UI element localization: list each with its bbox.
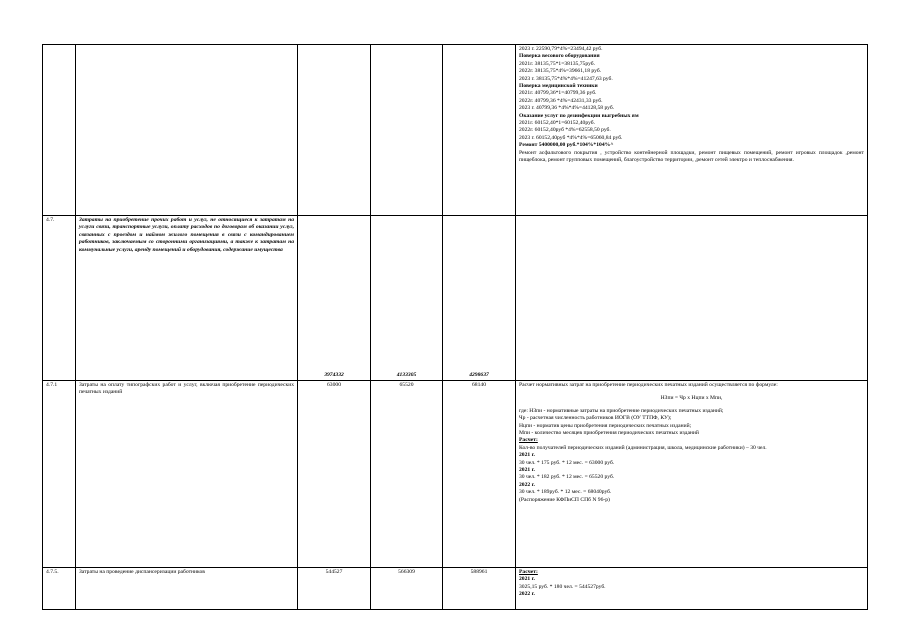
calculation-line: 2023 г. 38135,75*4%*4%=41247,63 руб. — [519, 75, 613, 82]
value-cell — [443, 45, 516, 216]
calculation-line: Ремонт 5400000,00 руб.*104%*104%^ — [519, 142, 614, 149]
budget-table — [42, 44, 868, 610]
calculation-line: 3025,15 руб. * 180 чел. = 544527руб. — [519, 583, 606, 590]
num-cell: 4.7.1 — [43, 381, 76, 568]
table-row — [43, 568, 868, 610]
calculation-line: Мпи - количество месяцев приобретения периодических печатных изданий — [519, 430, 699, 437]
calculation-line: 30 чел. * 189руб. * 12 мес. = 68040руб. — [519, 489, 612, 496]
value-cell — [298, 45, 371, 216]
calculation-line: Расчет: — [519, 437, 538, 444]
calculation-line: 2022г. 60152,40руб *4%=62558,50 руб. — [519, 127, 611, 134]
value-cell: 68140 — [443, 381, 516, 568]
name-cell — [76, 45, 298, 216]
calculation-line: 2023 г. 22590,79*4%=23494,42 руб. — [519, 46, 603, 52]
calculation-line: 2021 г. — [519, 467, 535, 474]
formula-intro: Расчет нормативных затрат на приобретение периодических печатных изданий осуществляется по формуле: — [519, 382, 778, 388]
calculation-line: 2022 г. — [519, 481, 535, 488]
calculation-line: 2021 г. — [519, 576, 535, 583]
num-cell: 4.7.5. — [43, 568, 76, 610]
calculation-line: 2022г. 40799,36 *4%=42431,33 руб. — [519, 97, 603, 104]
calculation-cell — [516, 216, 868, 381]
calculation-line: Оказание услуг по дезинфекции выгребных ям — [519, 112, 639, 119]
value-cell: 65520 — [371, 381, 443, 568]
calculation-line: 2022г. 38135,75*4%=39661,18 руб. — [519, 68, 602, 75]
name-cell: Затраты на оплату типографских работ и услуг, включая приобретение периодических печатных изданий — [76, 381, 298, 568]
calculation-cell — [516, 568, 868, 610]
table-row — [43, 216, 868, 381]
value-cell: 588961 — [443, 568, 516, 610]
calculation-line: Поверка медицинской техники — [519, 83, 598, 90]
calculation-line: 2021г. 38135,75*1=38135,75руб. — [519, 60, 596, 67]
calculation-line: 2021г. 40799,36*1=40799,36 руб. — [519, 90, 597, 97]
formula: НЗпи = Чр x Нцпи x Мпи, — [660, 395, 723, 402]
value-cell: 3974332 — [298, 216, 371, 381]
value-cell — [371, 45, 443, 216]
value-cell: 63000 — [298, 381, 371, 568]
calculation-line: 2021 г. — [519, 452, 535, 459]
value-cell: 4298637 — [443, 216, 516, 381]
calculation-line: 2023 г. 60152,40руб *4%*4%=65060,84 руб. — [519, 134, 623, 141]
table-row — [43, 381, 868, 568]
calculation-line: 2021г. 60152,40*1=60152,40руб. — [519, 120, 596, 127]
calculation-line: 2023 г. 40799,36 *4%*4%=44128,58 руб. — [519, 105, 615, 112]
calculation-line: (Распоряжение КФПиСП СПб N 96-р) — [519, 496, 610, 503]
table-row — [43, 45, 868, 216]
calculation-line: Чр - расчетная численность работников ИОГВ (ОУ ТТПФ, КУ); — [519, 415, 672, 422]
value-cell: 566309 — [371, 568, 443, 610]
calculation-line: 30 чел. * 175 руб. * 12 мес. = 63000 руб. — [519, 459, 615, 466]
calculation-line: 30 чел. * 182 руб. * 12 мес. = 65520 руб. — [519, 474, 615, 481]
calculation-line: Кол-во получателей периодических изданий (администрация, школа, медицинские работники) – 30 чел. — [519, 444, 767, 451]
name-cell: Затраты на приобретение прочих работ и услуг, не относящиеся к затратам на услуги связи, транспортные услуги, оплату расходов по договорам об оказании услуг, связанных с проездом и наймом жилого помещения в связи с командированием работников, заключаемым со сторонними организациями, а также к затратам на коммунальные услуги, аренду помещений и оборудования, содержание имущества — [76, 216, 298, 381]
num-cell — [43, 45, 76, 216]
calculation-cell — [516, 45, 868, 216]
calculation-line: Поверка весового оборудования — [519, 53, 600, 60]
value-cell: 544527 — [298, 568, 371, 610]
num-cell: 4.7. — [43, 216, 76, 381]
calculation-line: Расчет: — [519, 569, 538, 575]
calculation-line: 2022 г. — [519, 591, 535, 598]
name-cell: Затраты на проведение диспансеризации работников — [76, 568, 298, 610]
value-cell: 4133305 — [371, 216, 443, 381]
calculation-line: Ремонт асфальтового покрытия , устройство контейнерной площадки, ремонт пищевых помещений, ремонт игровых площадок ,ремонт пищеблока, ремонт групповых помещений, благоустройство территории, ,ремонт сетей электро и теплоснабжения. — [519, 149, 864, 164]
calculation-cell — [516, 381, 868, 568]
calculation-line: где: НЗпи - нормативные затраты на приобретение периодических печатных изданий; — [519, 407, 724, 414]
calculation-line: Нцпи - норматив цены приобретения периодических печатных изданий; — [519, 422, 692, 429]
